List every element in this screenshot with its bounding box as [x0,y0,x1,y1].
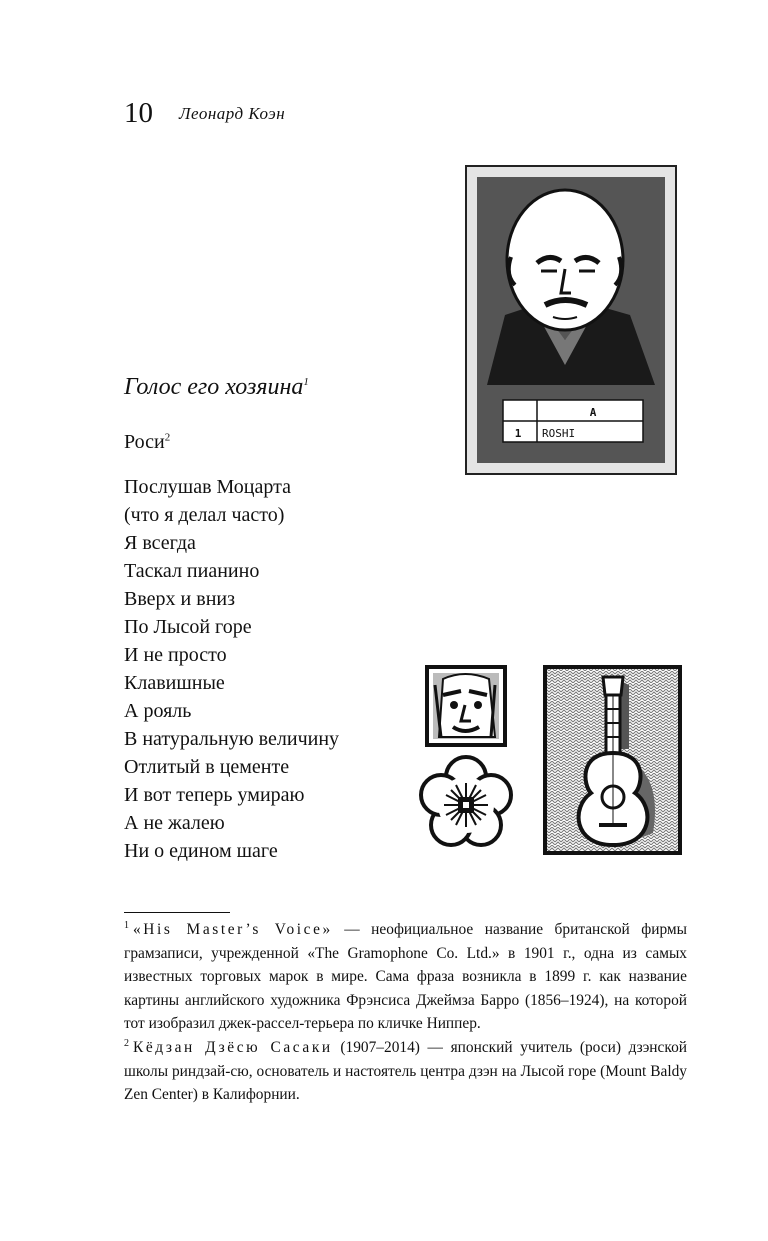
poem-lines [124,473,339,865]
poem-line: Клавишные [124,672,225,694]
poem-line: И вот теперь умираю [124,784,305,806]
card-table-header: A [589,406,597,419]
poem-line: В натуральную величину [124,728,340,750]
roshi-portrait-illustration [465,165,677,475]
footnotes [124,918,687,1107]
footnote-divider [124,912,230,913]
poem-line: Таскал пианино [124,560,260,582]
poem-title: Голос его хозяина$^1$ [124,374,309,400]
poem-line: И не просто [124,644,227,666]
poem-line: Отлитый в цементе [124,756,290,778]
poem-line: А не жалею [124,812,225,834]
card-row-number: 1 [514,427,522,440]
footnote-ref-2: 2 [164,431,171,444]
flower-emblem-illustration [418,755,514,851]
footnote-ref-1: 1 [303,376,309,388]
poem-line: Вверх и вниз [124,588,235,610]
poem-line: А рояль [124,700,192,722]
poem-line: (что я делал часто) [124,504,285,526]
running-head: Леонард Коэн [179,104,286,123]
poem-line: Я всегда [124,532,196,554]
poem-line: По Лысой горе [124,616,252,638]
poem-line: Ни о едином шаге [124,840,278,862]
footnote-1: $^1$ «His Master’s Voice» — неофициальное название британской фирмы грамзаписи, учрежденной «The Gramophone Co. Ltd.» в 1901 г., одна из самых известных торговых марок в мире. Сама фраза возникла в 1899 г. как название картины английского художника Фрэнсиса Джеймза Барро (1856–1924), на которой тот изобразил джек-рассел-терьера по кличке Ниппер. [124,919,687,1033]
footnote-2: $^2$ Кёдзан Дзёсю Сасаки (1907–2014) — японский учитель (роси) дзэнской школы риндзай-сю, основатель и настоятель центра дзэн на Лысой горе (Mount Baldy Zen Center) в Калифорнии. [124,1037,687,1104]
face-sketch-illustration [425,665,507,747]
card-row-name: ROSHI [542,427,576,440]
guitar-illustration [543,665,682,855]
page-number: 10 [124,97,153,129]
poem-line: Послушав Моцарта [124,476,291,498]
poem-dedication: Роси$^2$ [124,431,171,453]
